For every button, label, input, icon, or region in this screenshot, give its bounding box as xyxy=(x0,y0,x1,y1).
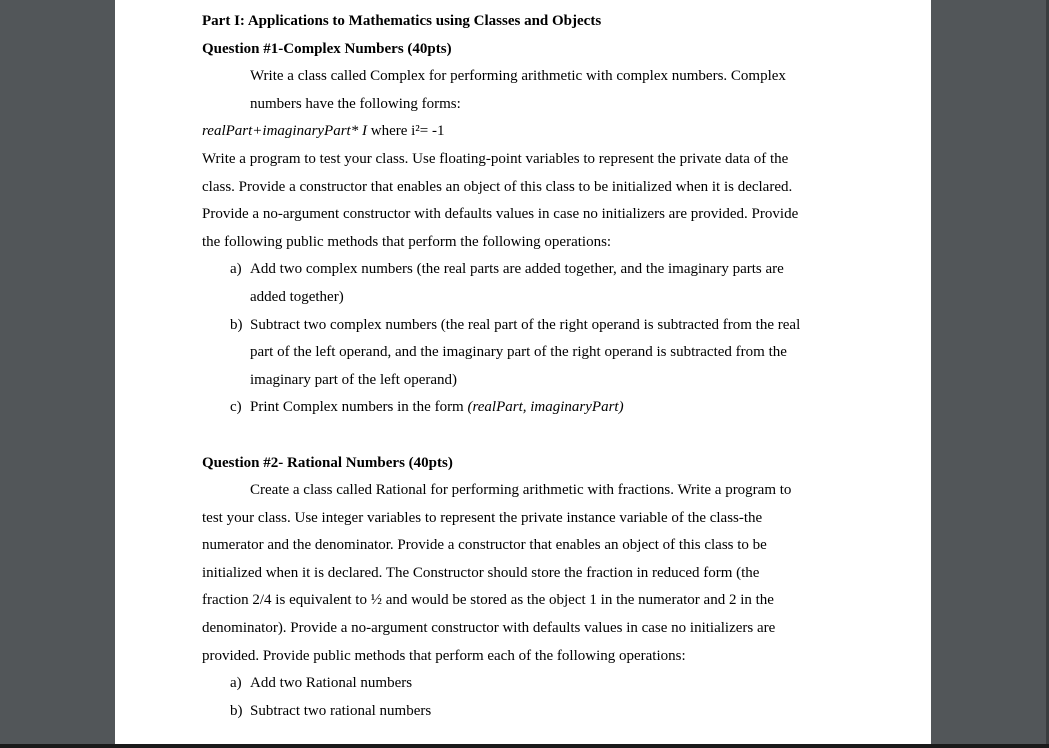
paragraph-line: Provide a no-argument constructor with defaults values in case no initializers are provided. Provide xyxy=(202,206,799,223)
paragraph-line: test your class. Use integer variables to represent the private instance variable of the class-the xyxy=(202,509,763,526)
question-2-title: Question #2- Rational Numbers (40pts) xyxy=(202,454,453,471)
paragraph-line: Create a class called Rational for performing arithmetic with fractions. Write a program to xyxy=(250,482,792,499)
document-page xyxy=(115,0,931,744)
complex-formula xyxy=(202,118,922,146)
paragraph-line: denominator). Provide a no-argument constructor with defaults values in case no initializers are xyxy=(202,620,776,637)
list-item-continued xyxy=(202,367,922,395)
paragraph-line: numerator and the denominator. Provide a constructor that enables an object of this class to be xyxy=(202,537,767,554)
list-text: Add two complex numbers (the real parts are added together, and the imaginary parts are xyxy=(250,261,784,278)
list-marker: a) xyxy=(230,675,242,692)
paragraph-line: fraction 2/4 is equivalent to ½ and would be stored as the object 1 in the numerator and 2 in the xyxy=(202,592,774,609)
list-text: added together) xyxy=(250,288,344,305)
list-marker: a) xyxy=(230,261,242,278)
list-text: imaginary part of the left operand) xyxy=(250,371,457,388)
list-marker: b) xyxy=(230,316,243,333)
formula-rest: where i²= -1 xyxy=(366,123,445,140)
formula-italic: realPart+imaginaryPart* I xyxy=(202,123,367,140)
paragraph-line: Write a class called Complex for performing arithmetic with complex numbers. Complex xyxy=(250,68,786,85)
viewer-bottom-bar xyxy=(0,744,1049,748)
list-text: Print Complex numbers in the form xyxy=(250,399,468,416)
list-marker: c) xyxy=(230,399,242,416)
list-item xyxy=(202,698,922,726)
paragraph-line: numbers have the following forms: xyxy=(250,95,461,112)
paragraph-line: initialized when it is declared. The Constructor should store the fraction in reduced form (the xyxy=(202,564,760,581)
paragraph-line: class. Provide a constructor that enables an object of this class to be initialized when it is declared. xyxy=(202,178,793,195)
list-marker: b) xyxy=(230,702,243,719)
paragraph-line: the following public methods that perform the following operations: xyxy=(202,233,612,250)
paragraph-line: provided. Provide public methods that perform each of the following operations: xyxy=(202,647,686,664)
document-content xyxy=(202,8,922,725)
list-text: part of the left operand, and the imaginary part of the right operand is subtracted from the xyxy=(250,344,787,361)
paragraph-line: Write a program to test your class. Use floating-point variables to represent the private data of the xyxy=(202,150,789,167)
question-1-title: Question #1-Complex Numbers (40pts) xyxy=(202,40,452,57)
list-text: Subtract two rational numbers xyxy=(250,702,432,719)
list-item xyxy=(202,394,922,422)
list-item xyxy=(202,312,922,340)
list-text: Subtract two complex numbers (the real part of the right operand is subtracted from the real xyxy=(250,316,801,333)
list-item xyxy=(202,670,922,698)
list-item-continued xyxy=(202,284,922,312)
list-item-continued xyxy=(202,339,922,367)
list-text-italic: (realPart, imaginaryPart) xyxy=(467,399,624,416)
part-title: Part I: Applications to Mathematics using Classes and Objects xyxy=(202,13,602,29)
list-text: Add two Rational numbers xyxy=(250,675,413,692)
list-item xyxy=(202,256,922,284)
